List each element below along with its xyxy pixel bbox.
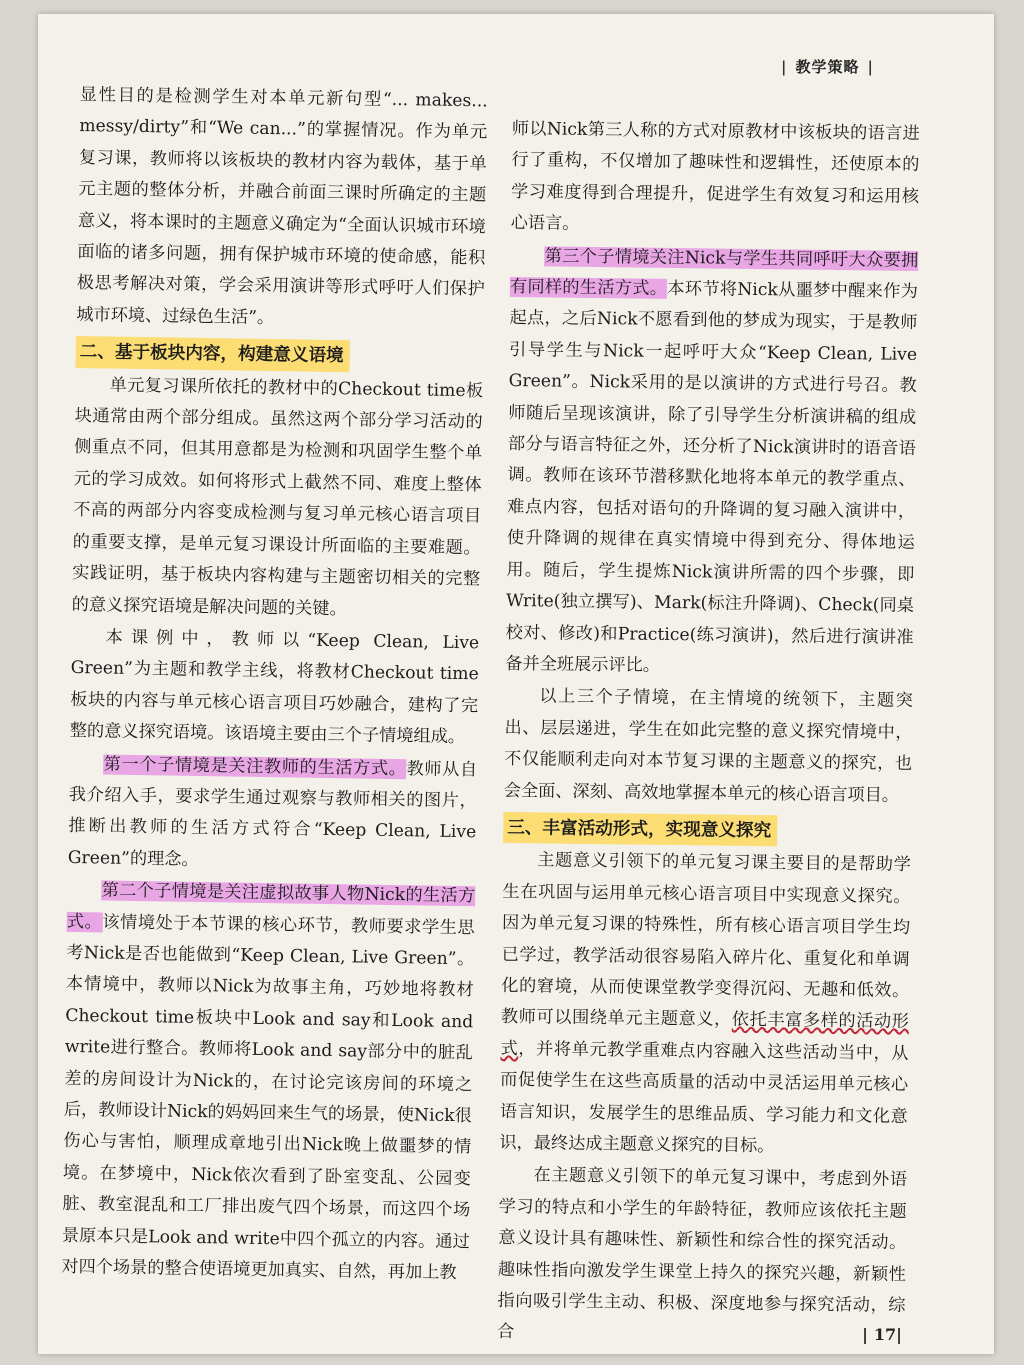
- page-number: 17: [873, 1325, 897, 1344]
- paragraph: 师以Nick第三人称的方式对原教材中该板块的语言进行了重构，不仅增加了趣味性和逻辑性，还使原本的学习难度得到合理提升，促进学生有效复习和运用核心语言。: [510, 118, 920, 235]
- paragraph: 在主题意义引领下的单元复习课中，考虑到外语学习的特点和小学生的年龄特征，教师应该依托主题意义设计具有趣味性、新颖性和综合性的探究活动。趣味性指向激发学生课堂上持久的探究兴趣，新颖性指向吸引学生主动、积极、深度地参与探究活动，综合: [496, 1165, 908, 1343]
- section-heading-2: 二、基于板块内容，构建意义语境: [75, 336, 349, 372]
- underlined-text: 依托丰富多样的活动形式: [500, 1010, 910, 1059]
- paragraph: 第一个子情境是关注教师的生活方式。教师从自我介绍入手，要求学生通过观察与教师相关的图片，推断出教师的生活方式符合“Keep Clean, Live Green”的理念。: [67, 753, 478, 870]
- running-header: [773, 56, 882, 77]
- paragraph: 第三个子情境关注Nick与学生共同呼吁大众要拥有同样的生活方式。本环节将Nick从噩梦中醒来作为起点，之后Nick不愿看到他的梦成为现实，于是教师引导学生与Nick一起呼吁大众“Keep Clean, Live Green”。Nick采用的是以演讲的方式进行号召。教师随后呈现该演讲，除了引导学生分析演讲稿的组成部分与语言特征之外，还分析了Nick演讲时的语音语调。教师在该环节潜移默化地将本单元的教学重点、难点内容，包括对语句的升降调的复习融入演讲中，使升降调的规律在真实情境中得到充分、得体地运用。随后，学生提炼Nick演讲所需的四个步骤，即Write(独立撰写)、Mark(标注升降调)、Check(同桌校对、修改)和Practice(练习演讲)，然后进行演讲准备并全班展示评比。: [505, 246, 919, 676]
- section-heading-3: 三、丰富活动形式，实现意义探究: [503, 812, 777, 847]
- left-column: [61, 80, 488, 1291]
- paragraph: 第二个子情境是关注虚拟故事人物Nick的生活方式。该情境处于本节课的核心环节，教师要求学生思考Nick是否也能做到“Keep Clean, Live Green”。本情境中，教师以Nick为故事主角，巧妙地将教材Checkout time板块中Look and say和Look and write进行整合。教师将Look and say部分中的脏乱差的房间设计为Nick的，在讨论完该房间的环境之后，教师设计Nick的妈妈回来生气的场景，使Nick很伤心与害怕，顺理成章地引出Nick晚上做噩梦的情境。在梦境中，Nick依次看到了卧室变乱、公园变脏、教室混乱和工厂排出废气四个场景，而这四个场景原本只是Look and write中四个孤立的内容。通过对四个场景的整合使语境更加真实、自然，再加上教: [61, 880, 476, 1284]
- paragraph: 单元复习课所依托的教材中的Checkout time板块通常由两个部分组成。虽然这两个部分学习活动的侧重点不同，但其用意都是为检测和巩固学生整个单元的学习成效。如何将形式上截然不同、难度上整体不高的两部分内容变成检测与复习单元核心语言项目的重要支撑，是单元复习课设计所面临的主要难题。实践证明，基于板块内容构建与主题密切相关的完整的意义探究语境是解决问题的关键。: [71, 375, 484, 619]
- section-label: 教学策略: [795, 58, 860, 76]
- paragraph: 显性目的是检测学生对本单元新句型“... makes... messy/dirty”和“We can...”的掌握情况。作为单元复习课，教师将以该板块的教材内容为载体，基于单元主题的整体分析，并融合前面三课时所确定的主题意义，将本课时的主题意义确定为“全面认识城市环境面临的诸多问题，拥有保护城市环境的使命感，能积极思考解决对策，学会采用演讲等形式呼吁人们保护城市环境、过绿色生活”。: [76, 84, 488, 328]
- paragraph: 本课例中，教师以“Keep Clean, Live Green”为主题和教学主线，将教材Checkout time板块的内容与单元核心语言项目巧妙融合，建构了完整的意义探究语境。该语境主要由三个子情境组成。: [69, 627, 480, 748]
- footer-divider: |: [896, 1325, 902, 1344]
- right-column: [497, 114, 920, 1354]
- highlighted-text: 第二个子情境是关注虚拟故事人物Nick的生活方式。: [66, 880, 476, 933]
- highlighted-text: 第三个子情境关注Nick与学生共同呼吁大众要拥有同样的生活方式。: [509, 246, 919, 299]
- footer-divider: |: [862, 1325, 868, 1344]
- paragraph: 主题意义引领下的单元复习课主要目的是帮助学生在巩固与运用单元核心语言项目中实现意义探究。因为单元复习课的特殊性，所有核心语言项目学生均已学过，教学活动很容易陷入碎片化、重复化和单调化的窘境，从而使课堂教学变得沉闷、无趣和低效。教师可以围绕单元主题意义，依托丰富多样的活动形式，并将单元教学重难点内容融入这些活动当中，从而促使学生在这些高质量的活动中灵活运用单元核心语言知识，发展学生的思维品质、学习能力和文化意识，最终达成主题意义探究的目标。: [499, 850, 911, 1157]
- highlighted-text: 第一个子情境是关注教师的生活方式。: [103, 753, 407, 779]
- header-divider: |: [781, 58, 788, 76]
- document-page: [38, 14, 994, 1354]
- page-footer: [862, 1325, 902, 1344]
- paragraph: 以上三个子情境，在主情境的统领下，主题突出、层层递进，学生在如此完整的意义探究情境中，不仅能顺利走向对本节复习课的主题意义的探究，也会全面、深刻、高效地掌握本单元的核心语言项目。: [503, 686, 913, 806]
- header-divider: |: [867, 58, 874, 76]
